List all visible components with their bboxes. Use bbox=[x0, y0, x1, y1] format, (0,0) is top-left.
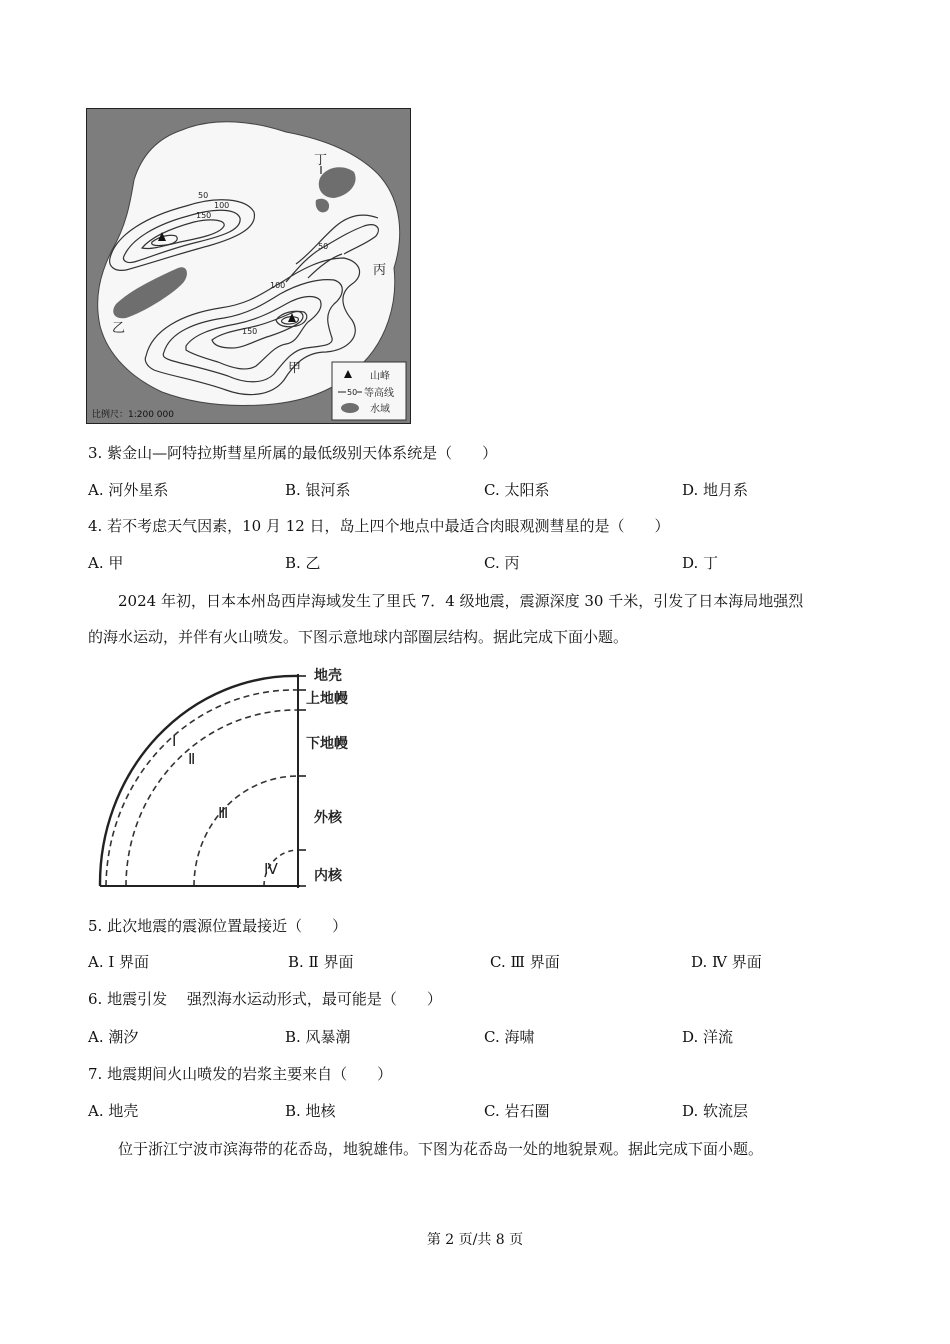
boundary-label-i: Ⅰ bbox=[172, 732, 177, 750]
passage-3-line-1: 位于浙江宁波市滨海带的花岙岛，地貌雄伟。下图为花岙岛一处的地貌景观。据此完成下面小题。 bbox=[118, 1140, 764, 1158]
question-3-stem: 3. 紫金山—阿特拉斯彗星所属的最低级别天体系统是（ ） bbox=[88, 444, 498, 462]
legend-contour: 等高线 bbox=[364, 388, 394, 399]
passage-2-line-2: 的海水运动，并伴有火山喷发。下图示意地球内部圈层结构。据此完成下面小题。 bbox=[88, 628, 629, 646]
question-7-stem: 7. 地震期间火山喷发的岩浆主要来自（ ） bbox=[88, 1065, 393, 1083]
contour-label: 50 bbox=[318, 242, 329, 251]
q7-option-b: B. 地核 bbox=[285, 1102, 336, 1120]
contour-label: 150 bbox=[242, 327, 258, 336]
place-label-bing: 丙 bbox=[373, 263, 387, 278]
contour-label: 50 bbox=[198, 191, 209, 200]
q4-option-a: A. 甲 bbox=[88, 554, 124, 572]
question-4-stem: 4. 若不考虑天气因素，10 月 12 日，岛上四个地点中最适合肉眼观测彗星的是（ ） bbox=[88, 517, 670, 535]
layer-label-inner-core: 内核 bbox=[314, 868, 342, 884]
contour-label: 100 bbox=[214, 201, 230, 210]
passage-2-line-1: 2024 年初，日本本州岛西岸海域发生了里氏 7．4 级地震，震源深度 30 千米，引发了日本海局地强烈 bbox=[118, 592, 804, 610]
legend-peak: 山峰 bbox=[370, 371, 390, 382]
q3-option-c: C. 太阳系 bbox=[484, 481, 550, 499]
boundary-label-iii: Ⅲ bbox=[218, 804, 229, 822]
legend-water: 水域 bbox=[370, 404, 390, 415]
island-map bbox=[86, 108, 411, 424]
question-6-stem: 6. 地震引发 强烈海水运动形式，最可能是（ ） bbox=[88, 990, 442, 1008]
boundary-label-ii: Ⅱ bbox=[188, 750, 196, 768]
q4-option-b: B. 乙 bbox=[285, 554, 321, 572]
q7-option-c: C. 岩石圈 bbox=[484, 1102, 550, 1120]
q3-option-d: D. 地月系 bbox=[682, 481, 749, 499]
q7-option-a: A. 地壳 bbox=[88, 1102, 139, 1120]
question-5-stem: 5. 此次地震的震源位置最接近（ ） bbox=[88, 917, 348, 935]
boundary-iii-line bbox=[194, 776, 298, 886]
map-legend bbox=[332, 362, 406, 420]
q6-option-d: D. 洋流 bbox=[682, 1028, 734, 1046]
legend-contour-value: 50 bbox=[347, 388, 358, 397]
q6-option-c: C. 海啸 bbox=[484, 1028, 535, 1046]
layer-label-crust: 地壳 bbox=[314, 668, 342, 684]
page-footer: 第 2 页/共 8 页 bbox=[426, 1232, 524, 1248]
place-label-yi: 乙 bbox=[112, 321, 126, 336]
q5-option-a: A. Ⅰ 界面 bbox=[88, 953, 150, 971]
layer-label-upper-mantle: 上地幔 bbox=[306, 691, 348, 707]
layer-label-outer-core: 外核 bbox=[314, 810, 342, 826]
q3-option-b: B. 银河系 bbox=[285, 481, 351, 499]
legend-water-icon bbox=[341, 403, 359, 413]
earth-structure-figure bbox=[92, 662, 362, 894]
boundary-i-line bbox=[106, 690, 298, 886]
earth-structure-diagram bbox=[92, 662, 362, 894]
q6-option-a: A. 潮汐 bbox=[88, 1028, 139, 1046]
island-map-figure bbox=[86, 108, 411, 424]
q5-option-d: D. Ⅳ 界面 bbox=[691, 953, 762, 971]
layer-label-lower-mantle: 下地幔 bbox=[306, 736, 348, 752]
q3-option-a: A. 河外星系 bbox=[88, 481, 169, 499]
place-label-jia: 甲 bbox=[288, 361, 302, 376]
place-label-ding: 丁 bbox=[314, 153, 328, 168]
q5-option-b: B. Ⅱ 界面 bbox=[288, 953, 354, 971]
q4-option-c: C. 丙 bbox=[484, 554, 520, 572]
boundary-label-iv: Ⅳ bbox=[264, 860, 278, 878]
q6-option-b: B. 风暴潮 bbox=[285, 1028, 351, 1046]
q7-option-d: D. 软流层 bbox=[682, 1102, 749, 1120]
map-scale: 比例尺：1:200 000 bbox=[92, 410, 174, 420]
contour-label: 100 bbox=[270, 281, 286, 290]
q5-option-c: C. Ⅲ 界面 bbox=[490, 953, 560, 971]
contour-label: 150 bbox=[196, 211, 212, 220]
q4-option-d: D. 丁 bbox=[682, 554, 719, 572]
